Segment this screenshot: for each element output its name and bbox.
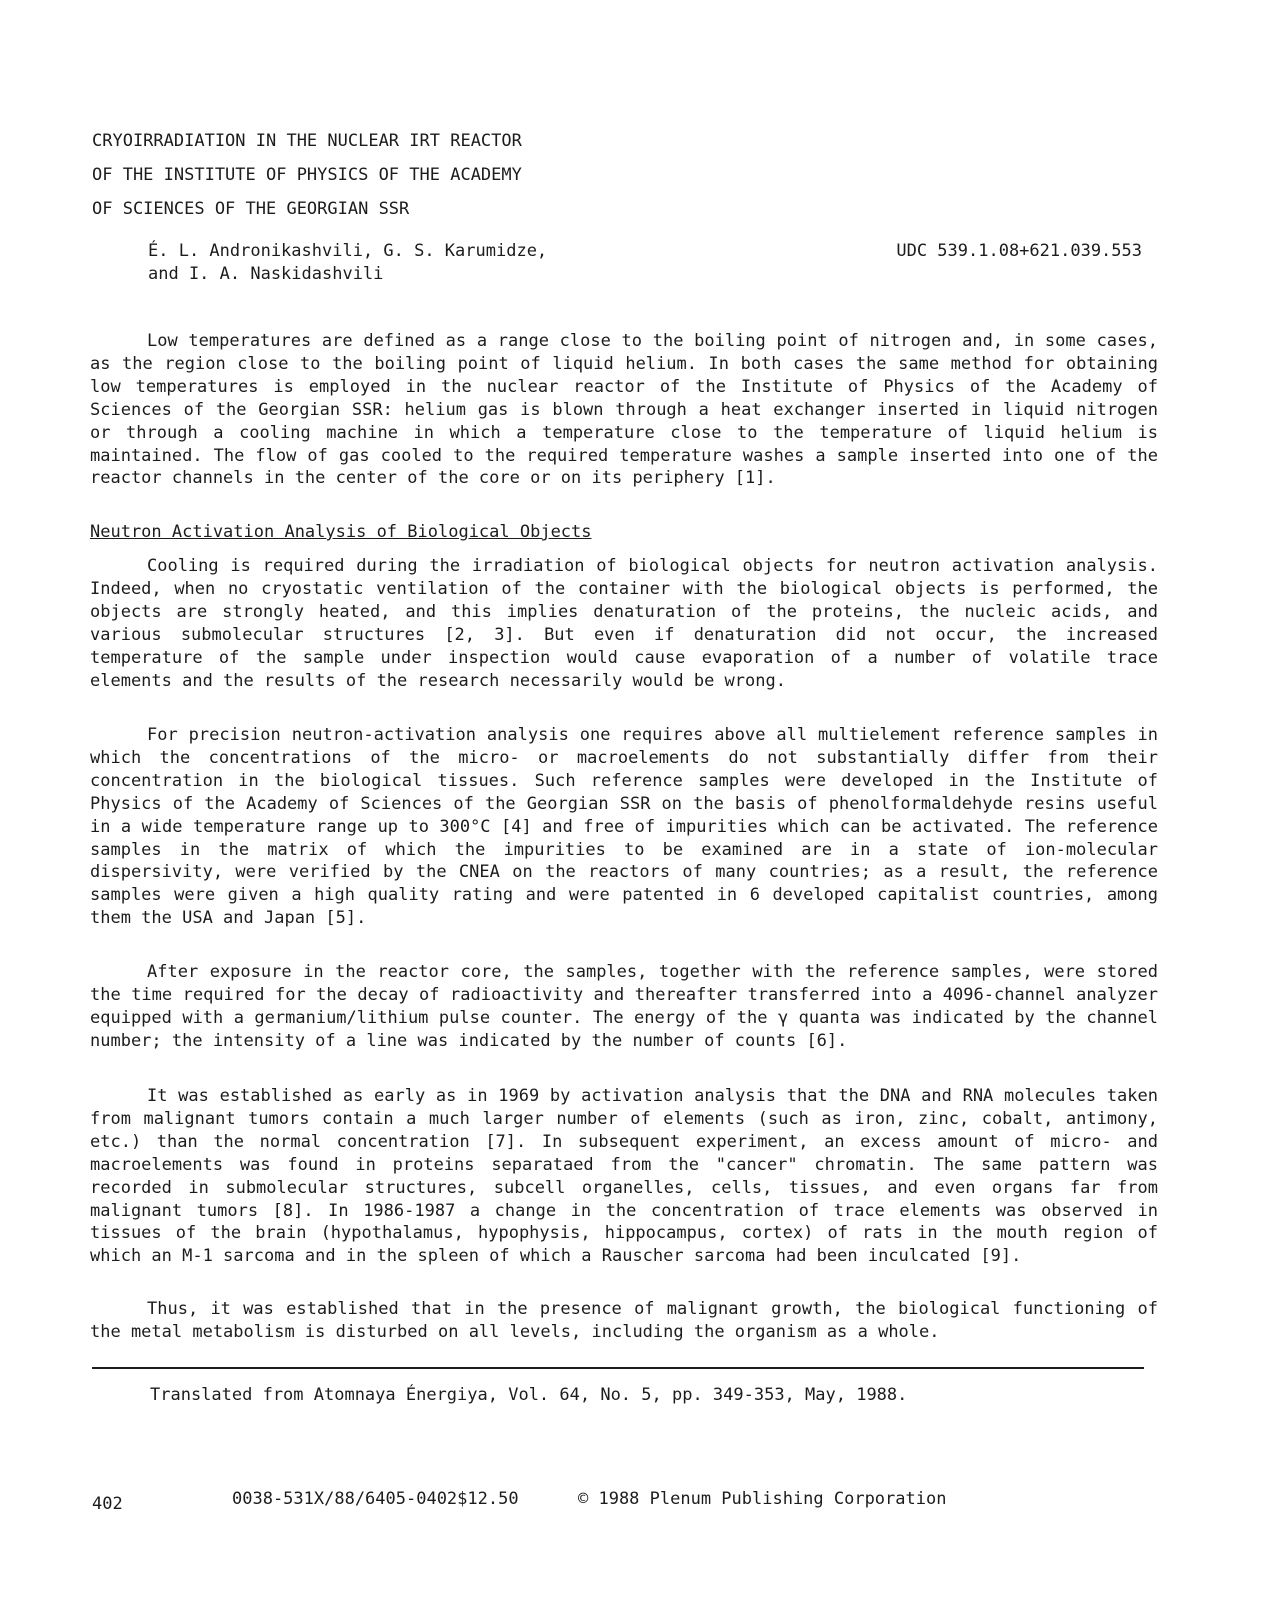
document-code: 0038-531X/88/6405-0402$12.50 — [232, 1489, 519, 1509]
body-paragraph: It was established as early as in 1969 by activation analysis that the DNA and RNA molecules taken from malignant tumors contain a much larger number of elements (such as iron, zinc, cobalt, antimony, etc.) than the normal concentration [7]. In subsequent experiment, an excess amount of micro- and macroelements was found in proteins separataed from the "cancer" chromatin. The same pattern was recorded in submolecular structures, subcell organelles, cells, tissues, and even organs far from malignant tumors [8]. In 1986-1987 a change in the concentration of trace elements was observed in tissues of the brain (hypothalamus, hypophysis, hippocampus, cortex) of rats in the mouth region of which an M-1 sarcoma and in the spleen of which a Rauscher sarcoma had been inculcated [9]. — [90, 1086, 1158, 1267]
authors-line: and I. A. Naskidashvili — [148, 264, 384, 284]
translation-note: Translated from Atomnaya Énergiya, Vol. 64, No. 5, pp. 349-353, May, 1988. — [150, 1385, 908, 1405]
section-heading: Neutron Activation Analysis of Biological Objects — [90, 522, 592, 542]
authors-line: É. L. Andronikashvili, G. S. Karumidze, — [148, 241, 548, 261]
body-paragraph: After exposure in the reactor core, the samples, together with the reference samples, were stored the time required for the decay of radioactivity and thereafter transferred into a 4096-channel analyzer equipped with a germanium/lithium pulse counter. The energy of the γ quanta was indicated by the channel number; the intensity of a line was indicated by the number of counts [6]. — [90, 962, 1158, 1051]
title-line: CRYOIRRADIATION IN THE NUCLEAR IRT REACTOR — [92, 131, 522, 151]
copyright-notice: © 1988 Plenum Publishing Corporation — [578, 1489, 947, 1509]
body-paragraph: Cooling is required during the irradiation of biological objects for neutron activation analysis. Indeed, when no cryostatic ventilation of the container with the biological objects is performed, the objects are strongly heated, and this implies denaturation of the proteins, the nucleic acids, and various submolecular structures [2, 3]. But even if denaturation did not occur, the increased temperature of the sample under inspection would cause evaporation of a number of volatile trace elements and the results of the research necessarily would be wrong. — [90, 556, 1158, 691]
author-list — [148, 240, 708, 286]
title-line: OF SCIENCES OF THE GEORGIAN SSR — [92, 199, 410, 219]
body-paragraph: Thus, it was established that in the presence of malignant growth, the biological functioning of the metal metabolism is disturbed on all levels, including the organism as a whole. — [90, 1299, 1158, 1342]
paper-title — [92, 124, 712, 226]
footnote-divider — [92, 1367, 1144, 1369]
page-number: 402 — [92, 1494, 123, 1514]
udc-code: UDC 539.1.08+621.039.553 — [896, 241, 1142, 261]
body-paragraph: For precision neutron-activation analysis one requires above all multielement reference samples in which the concentrations of the micro- or macroelements do not substantially differ from their concentration in the biological tissues. Such reference samples were developed in the Institute of Physics of the Academy of Sciences of the Georgian SSR on the basis of phenolformaldehyde resins useful in a wide temperature range up to 300°C [4] and free of impurities which can be activated. The reference samples in the matrix of which the impurities to be examined are in a state of ion-molecular dispersivity, were verified by the CNEA on the reactors of many countries; as a result, the reference samples were given a high quality rating and were patented in 6 developed capitalist countries, among them the USA and Japan [5]. — [90, 725, 1158, 929]
intro-paragraph: Low temperatures are defined as a range close to the boiling point of nitrogen and, in some cases, as the region close to the boiling point of liquid helium. In both cases the same method for obtaining low temperatures is employed in the nuclear reactor of the Institute of Physics of the Academy of Sciences of the Georgian SSR: helium gas is blown through a heat exchanger inserted in liquid nitrogen or through a cooling machine in which a temperature close to the temperature of liquid helium is maintained. The flow of gas cooled to the required temperature washes a sample inserted into one of the reactor channels in the center of the core or on its periphery [1]. — [90, 331, 1158, 489]
title-line: OF THE INSTITUTE OF PHYSICS OF THE ACADEMY — [92, 165, 522, 185]
